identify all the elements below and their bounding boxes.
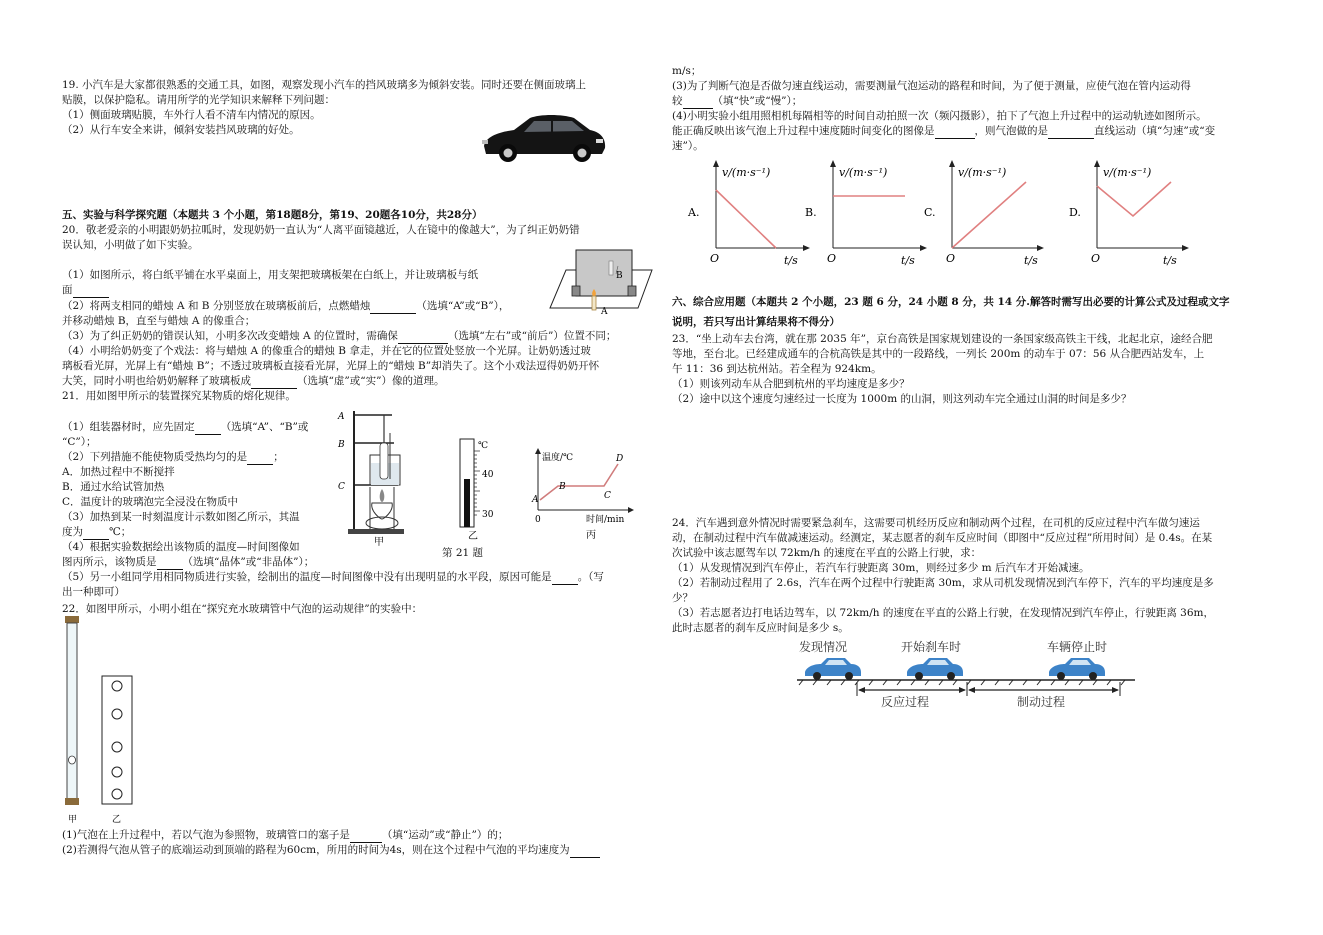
graph-ylabel: 温度/℃ — [542, 453, 574, 463]
q21-line: （2）下列措施不能使物质受热均匀的是 ； — [62, 451, 284, 463]
option-label: D. — [1069, 206, 1081, 219]
q24-line: 少？ — [672, 592, 693, 604]
point-c-label: C — [604, 491, 611, 501]
answer-blank[interactable] — [1048, 125, 1094, 139]
answer-blank[interactable] — [251, 375, 297, 389]
q20-line: 20．敬老爱亲的小明跟奶奶拉呱时，发现奶奶一直认为“人离平面镜越近，人在镜中的像越大”，为了纠正奶奶错 — [62, 224, 580, 236]
q24-line: （3）若志愿者边打电话边驾车，以 72km/h 的速度在平直的公路上行驶，在发现情况到汽车停止，行驶距离 36m， — [672, 607, 1214, 619]
q21-option: A．加热过程中不断搅拌 — [62, 466, 175, 478]
q21-line: （4）根据实验数据绘出该物质的温度—时间图像如 — [62, 541, 300, 553]
q22-line: (4)小明实验小组用照相机每隔相等的时间自动拍照一次（频闪摄影），拍下了气泡上升过程中的运动轨迹如图所示。 — [672, 110, 1207, 122]
q22-line: 较 （填“快”或“慢”）； — [672, 95, 803, 107]
q22-line: m/s； — [672, 65, 702, 77]
answer-blank[interactable] — [73, 284, 109, 298]
q22-line: (2)若测得气泡从管子的底端运动到顶端的路程为60cm，所用的时间为4s，则在这个过程中气泡的平均速度为 — [62, 844, 600, 858]
car-photo — [478, 112, 608, 164]
label-brake-start: 开始刹车时 — [901, 640, 962, 654]
q21-option: B．通过水给试管加热 — [62, 481, 165, 493]
q20-line: （4）小明给奶奶变了个戏法：将与蜡烛 A 的像重合的蜡烛 B 拿走，并在它的位置处竖放一个光屏。让奶奶透过玻 — [62, 345, 591, 357]
graph-ylabel: v/(m·s⁻¹) — [958, 166, 1007, 179]
q19-line: （2）从行车安全来讲，倾斜安装挡风玻璃的好处。 — [62, 124, 300, 136]
graph-origin: O — [710, 252, 720, 265]
q21-line: （5）另一小组同学用相同物质进行实验，绘制出的温度—时间图像中没有出现明显的水平段，原因可能是 。（写 — [62, 571, 604, 583]
answer-blank[interactable] — [83, 526, 109, 540]
answer-blank[interactable] — [552, 571, 578, 585]
vt-graph-c — [922, 158, 1047, 270]
q21-line: 图丙所示，该物质是 （选填“晶体”或“非晶体”）； — [62, 556, 315, 568]
fig-jia-label: 甲 — [374, 537, 384, 548]
q22-line: 速”）。 — [672, 140, 704, 152]
q20-line: 面 — [62, 284, 109, 298]
section-6-title: 六、综合应用题（本题共 2 个小题，23 题 6 分，24 小题 8 分，共 14 分.解答时需写出必要的计算公式及过程或文字 — [672, 296, 1230, 308]
vt-graph-b — [805, 158, 930, 270]
label-stopped: 车辆停止时 — [1047, 640, 1108, 654]
braking-process-figure — [795, 636, 1140, 712]
graph-ylabel: v/(m·s⁻¹) — [722, 166, 771, 179]
answer-blank[interactable] — [398, 330, 448, 344]
point-d-label: D — [616, 454, 624, 464]
q24-line: 动，在制动过程中汽车做减速运动。经测定，某志愿者的刹车反应时间（即图中“反应过程”所用时间）是 0.4s。在某 — [672, 532, 1213, 544]
q20-line: 误认知，小明做了如下实验。 — [62, 239, 199, 251]
graph-xlabel: t/s — [1163, 254, 1177, 267]
graph-origin: O — [827, 252, 837, 265]
option-label: A. — [688, 206, 700, 219]
q23-line: 等地，至台北。已经建成通车的合杭高铁是其中的一段路线，一列长 200m 的动车于 07：56 从合肥西站发车，上 — [672, 348, 1205, 360]
q23-line: 午 11：36 到达杭州站。若全程为 924km。 — [672, 363, 882, 375]
graph-ylabel: v/(m·s⁻¹) — [1103, 166, 1152, 179]
q21-line: （1）组装器材时，应先固定 （选填“A”、“B”或 — [62, 421, 309, 433]
answer-blank[interactable] — [570, 844, 600, 858]
thermometer-tick-30: 30 — [482, 510, 494, 520]
graph-origin: O — [946, 252, 956, 265]
car-icon — [1049, 658, 1105, 680]
q24-line: 24．汽车遇到意外情况时需要紧急刹车，这需要司机经历反应和制动两个过程，在司机的反应过程中汽车做匀速运 — [672, 517, 1200, 529]
option-label: B. — [805, 206, 817, 219]
q22-line: 能正确反映出该气泡上升过程中速度随时间变化的图像是 ，则气泡做的是 直线运动（填“匀速”或“变 — [672, 125, 1216, 137]
q19-line: （1）侧面玻璃贴膜，车外行人看不清车内情况的原因。 — [62, 109, 321, 121]
answer-blank[interactable] — [370, 300, 416, 314]
clamp-b-label: B — [338, 440, 345, 450]
q19-line: 19. 小汽车是大家都很熟悉的交通工具，如图，观察发现小汽车的挡风玻璃多为倾斜安装。同时还要在侧面玻璃上 — [62, 79, 587, 91]
point-b-label: B — [559, 482, 566, 492]
graph-xlabel: t/s — [784, 254, 798, 267]
thermometer-figure — [448, 433, 503, 543]
q21-option: C．温度计的玻璃泡完全浸没在物质中 — [62, 496, 239, 508]
q21-line: （3）加热到某一时刻温度计示数如图乙所示，其温 — [62, 511, 300, 523]
fig-bing-label: 丙 — [586, 530, 596, 541]
graph-xlabel: t/s — [1024, 254, 1038, 267]
q24-line: 此时志愿者的刹车反应时间是多少 s。 — [672, 622, 849, 634]
vt-graph-a — [688, 158, 813, 270]
thermometer-tick-40: 40 — [482, 470, 494, 480]
q20-line: （3）为了纠正奶奶的错误认知，小明多次改变蜡烛 A 的位置时，需确保 （选填“左右”或“前后”）位置不同； — [62, 330, 617, 342]
temperature-time-graph — [528, 448, 638, 543]
mirror-experiment-figure — [546, 248, 656, 323]
q24-line: 次试验中该志愿驾车以 72km/h 的速度在平直的公路上行驶，求： — [672, 547, 982, 559]
section-5-title: 五、实验与科学探究题（本题共 3 个小题，第18题8分，第19、20题各10分，共28分） — [62, 209, 483, 221]
graph-xlabel: 时间/min — [586, 515, 625, 525]
answer-blank[interactable] — [935, 125, 975, 139]
q21-line: “C”）； — [62, 436, 97, 448]
graph-ylabel: v/(m·s⁻¹) — [839, 166, 888, 179]
q22-line: 22．如图甲所示，小明小组在“探究充水玻璃管中气泡的运动规律”的实验中： — [62, 603, 423, 615]
figure-caption: 第 21 题 — [442, 547, 484, 559]
q21-line: 21．用如图甲所示的装置探究某物质的熔化规律。 — [62, 390, 296, 402]
vt-graph-d — [1067, 158, 1192, 270]
q22-line: (1)气泡在上升过程中，若以气泡为参照物，玻璃管口的塞子是 （填“运动”或“静止”）的； — [62, 829, 509, 841]
q24-line: （2）若制动过程用了 2.6s，汽车在两个过程中行驶距离 30m，求从司机发现情况到汽车停下，汽车的平均速度是多 — [672, 577, 1214, 589]
q22-line: (3)为了判断气泡是否做匀速直线运动，需要测量气泡运动的路程和时间，为了便于测量，应使气泡在管内运动得 — [672, 80, 1191, 92]
glass-tube-figure — [60, 616, 140, 828]
label-reaction: 反应过程 — [881, 695, 930, 709]
car-icon — [805, 658, 861, 680]
fig-yi-label: 乙 — [112, 815, 122, 825]
q20-line: （1）如图所示，将白纸平铺在水平桌面上，用支架把玻璃板架在白纸上，并让玻璃板与纸 — [62, 269, 479, 281]
point-a-label: A — [532, 495, 539, 505]
answer-blank[interactable] — [350, 829, 382, 843]
q23-line: （2）途中以这个速度匀速经过一长度为 1000m 的山洞，则这列动车完全通过山洞的时间是多少？ — [672, 393, 1132, 405]
clamp-c-label: C — [338, 482, 345, 492]
q19-line: 贴膜，以保护隐私。请用所学的光学知识来解释下列问题： — [62, 94, 335, 106]
q20-line: 大笑，同时小明也给奶奶解释了玻璃板成 （选填“虚”或“实”）像的道理。 — [62, 375, 445, 387]
answer-blank[interactable] — [195, 421, 221, 435]
car-icon — [907, 658, 963, 680]
fig-yi-label: 乙 — [468, 531, 478, 542]
q23-line: 23．“坐上动车去台湾，就在那 2035 年”，京台高铁是国家规划建设的一条国家级高铁主干线，北起北京，途经合肥 — [672, 333, 1213, 345]
answer-blank[interactable] — [683, 95, 713, 109]
q23-line: （1）则该列动车从合肥到杭州的平均速度是多少？ — [672, 378, 910, 390]
thermometer-unit: ℃ — [478, 441, 489, 451]
label-braking: 制动过程 — [1017, 695, 1066, 709]
q24-line: （1）从发现情况到汽车停止，若汽车行驶距离 30m，则经过多少 m 后汽车才开始减速。 — [672, 562, 1090, 574]
q20-line: （2）将两支相同的蜡烛 A 和 B 分别竖放在玻璃板前后，点燃蜡烛 （选填“A”或“B”）， — [62, 300, 510, 312]
option-label: C. — [924, 206, 936, 219]
fig-jia-label: 甲 — [68, 815, 78, 825]
q21-line: 出一种即可） — [62, 586, 125, 598]
candle-b-label: B — [616, 271, 623, 281]
q21-line: 度为 ℃； — [62, 526, 132, 538]
q20-line: 璃板看光屏，光屏上有“蜡烛 B”；不透过玻璃板直接看光屏，光屏上的“蜡烛 B”却消失了。这个小戏法逗得奶奶开怀 — [62, 360, 600, 372]
graph-origin: O — [1091, 252, 1101, 265]
section-6-title: 说明，若只写出计算结果将不得分） — [672, 316, 840, 328]
graph-xlabel: t/s — [901, 254, 915, 267]
q20-line: 并移动蜡烛 B，直至与蜡烛 A 的像重合； — [62, 315, 256, 327]
clamp-a-label: A — [338, 412, 345, 422]
answer-blank[interactable] — [157, 556, 183, 570]
label-found: 发现情况 — [799, 640, 848, 654]
graph-origin: 0 — [535, 515, 541, 525]
heating-apparatus-figure — [334, 407, 424, 547]
candle-a-label: A — [601, 307, 608, 317]
answer-blank[interactable] — [247, 451, 273, 465]
